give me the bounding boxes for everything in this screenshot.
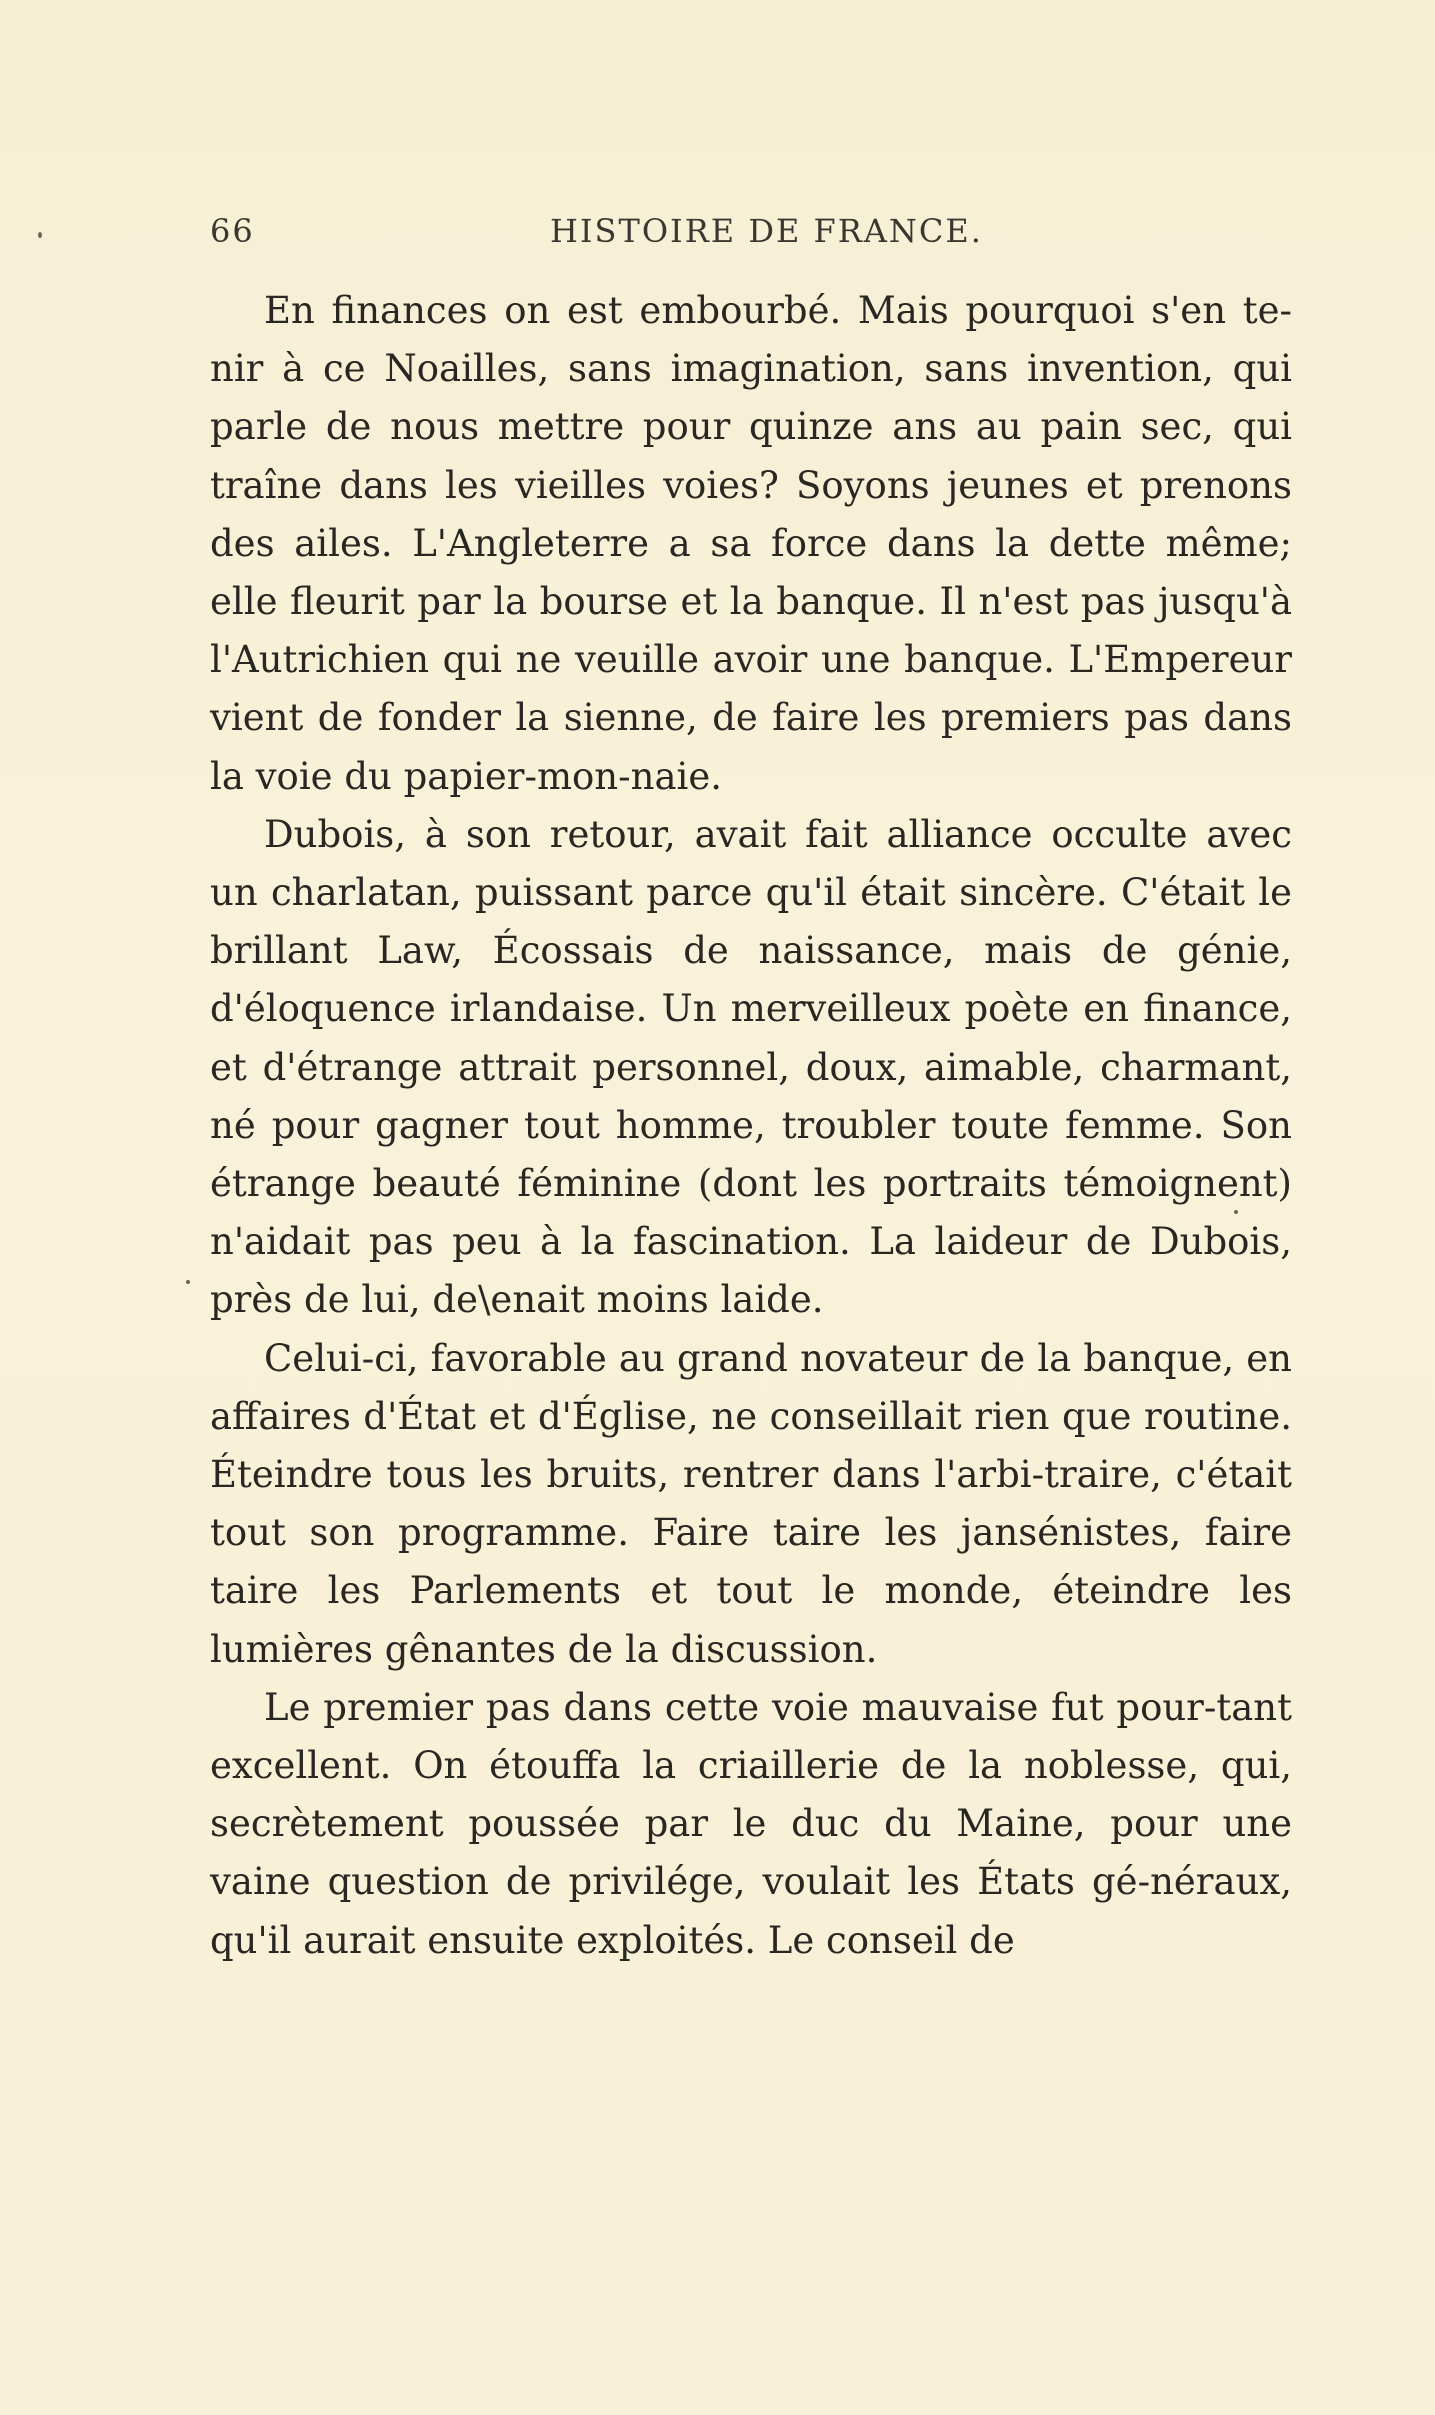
paper-speck	[186, 1280, 190, 1284]
paragraph: En finances on est embourbé. Mais pourquoi s'en te-nir à ce Noailles, sans imagination, sans invention, qui parle de nous mettre pour quinze ans au pain sec, qui traîne dans les vieilles voies? Soyons jeunes et prenons des ailes. L'Angleterre a sa force dans la dette même; elle fleurit par la bourse et la banque. Il n'est pas jusqu'à l'Autrichien qui ne veuille avoir une banque. L'Empereur vient de fonder la sienne, de faire les premiers pas dans la voie du papier-mon-naie.	[210, 289, 1292, 798]
paper-speck	[1234, 1210, 1238, 1214]
running-title: HISTOIRE DE FRANCE.	[550, 212, 983, 250]
paper-speck	[38, 232, 42, 238]
page-number: 66	[210, 212, 255, 250]
page-header	[210, 212, 1285, 262]
body-text	[210, 282, 1292, 1970]
paragraph: Dubois, à son retour, avait fait alliance occulte avec un charlatan, puissant parce qu'il était sincère. C'était le brillant Law, Écossais de naissance, mais de génie, d'éloquence irlandaise. Un merveilleux poète en finance, et d'étrange attrait personnel, doux, aimable, charmant, né pour gagner tout homme, troubler toute femme. Son étrange beauté féminine (dont les portraits témoignent) n'aidait pas peu à la fascination. La laideur de Dubois, près de lui, de\enait moins laide.	[210, 812, 1292, 1322]
paragraph: Celui-ci, favorable au grand novateur de la banque, en affaires d'État et d'Église, ne conseillait rien que routine. Éteindre tous les bruits, rentrer dans l'arbi-traire, c'était tout son programme. Faire taire les jansénistes, faire taire les Parlements et tout le monde, éteindre les lumières gênantes de la discussion.	[210, 1336, 1292, 1671]
paragraph: Le premier pas dans cette voie mauvaise fut pour-tant excellent. On étouffa la criaillerie de la noblesse, qui, secrètement poussée par le duc du Maine, pour une vaine question de privilége, voulait les États gé-néraux, qu'il aurait ensuite exploités. Le conseil de	[210, 1685, 1292, 1962]
